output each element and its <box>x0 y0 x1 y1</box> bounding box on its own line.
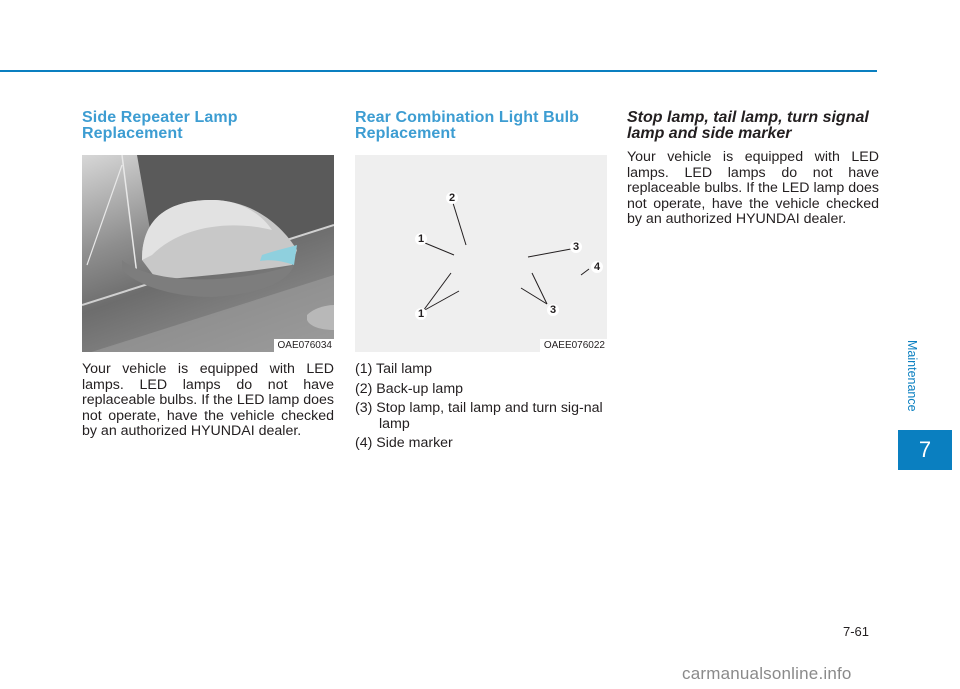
legend-num: (2) <box>355 380 373 397</box>
legend-text: Stop lamp, tail lamp and turn sig-nal lamp <box>376 400 603 432</box>
callout-1-lower: 1 <box>415 308 427 320</box>
side-mirror-figure <box>82 155 334 352</box>
callout-2: 2 <box>446 192 458 204</box>
header-rule <box>0 70 877 72</box>
legend-item <box>355 401 607 432</box>
legend-item <box>355 436 607 452</box>
legend-text: Back-up lamp <box>376 380 464 397</box>
callout-3-upper: 3 <box>570 241 582 253</box>
legend-num: (4) <box>355 435 373 451</box>
figure-code: OAEE076022 <box>540 339 607 352</box>
side-mirror-illustration <box>82 155 334 352</box>
legend-item <box>355 382 607 398</box>
section-heading: Rear Combination Light Bulb Replacement <box>355 109 580 142</box>
legend-list <box>355 362 607 452</box>
legend-num: (1) <box>355 361 373 377</box>
section-side-repeater <box>82 110 334 440</box>
section-rear-combination <box>355 110 607 456</box>
callout-3-lower: 3 <box>547 304 559 316</box>
chapter-number-tab: 7 <box>898 430 952 470</box>
section-body: Your vehicle is equipped with LED lamps. LED lamps do not have replaceable bulbs. If the LED lamp does not operate, have the vehicle checked by an authorized HYUNDAI dealer. <box>82 361 334 439</box>
chapter-title: Maintenance <box>905 340 919 412</box>
section-body: Your vehicle is equipped with LED lamps. LED lamps do not have replaceable bulbs. If the LED lamp does not operate, have the vehicle checked by an authorized HYUNDAI dealer. <box>627 149 879 227</box>
legend-text: Side marker <box>376 435 453 451</box>
callout-4: 4 <box>591 261 603 273</box>
page-number: 7-61 <box>843 624 870 639</box>
callout-1-upper: 1 <box>415 233 427 245</box>
callout-lines <box>355 155 607 352</box>
rear-light-figure <box>355 155 607 352</box>
section-led-lamps <box>627 110 879 228</box>
section-heading: Side Repeater Lamp Replacement <box>82 109 238 142</box>
legend-item <box>355 362 607 378</box>
legend-num: (3) <box>355 400 373 416</box>
figure-code: OAE076034 <box>274 339 335 352</box>
watermark: carmanualsonline.info <box>682 664 852 683</box>
legend-text: Tail lamp <box>376 361 433 377</box>
section-heading: Stop lamp, tail lamp, turn signal lamp and side marker <box>627 109 869 142</box>
